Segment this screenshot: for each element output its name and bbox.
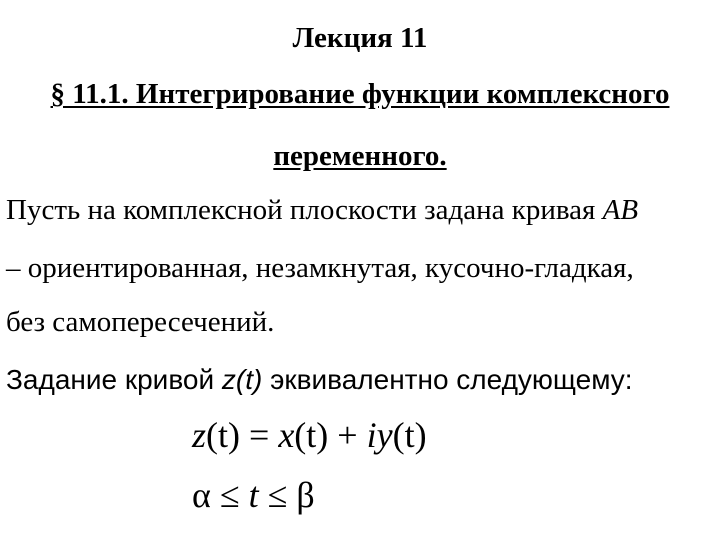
formula-parameter-range — [192, 474, 315, 516]
paragraph-line-2: – ориентированная, незамкнутая, кусочно-гладкая, — [6, 252, 634, 284]
formula-symbol: z — [192, 415, 207, 455]
formula-symbol: (t) — [206, 415, 240, 455]
paragraph-text: Задание кривой — [6, 364, 222, 395]
formula-symbol: β — [296, 475, 315, 515]
paragraph-text: Пусть на комплексной плоскости задана кривая — [6, 194, 603, 226]
formula-symbol: ≤ — [258, 475, 297, 515]
section-heading-line1: § 11.1. Интегрирование функции комплексного — [50, 78, 670, 110]
paragraph-line-1 — [6, 194, 638, 227]
formula-parametric-curve — [192, 414, 427, 456]
formula-symbol: ≤ — [210, 475, 249, 515]
lecture-title: Лекция 11 — [292, 22, 428, 54]
formula-symbol: i — [366, 415, 377, 455]
formula-symbol: = — [240, 415, 279, 455]
formula-symbol: (t) — [392, 415, 427, 455]
paragraph-line-4 — [6, 364, 633, 396]
curve-name: AB — [602, 194, 639, 226]
formula-symbol: t — [248, 475, 259, 515]
function-name: z(t) — [221, 364, 263, 395]
formula-symbol: + — [328, 415, 367, 455]
formula-symbol: α — [192, 475, 211, 515]
formula-symbol: y — [376, 415, 393, 455]
section-heading-line2: переменного. — [273, 140, 447, 172]
formula-symbol: x — [278, 415, 295, 455]
formula-symbol: (t) — [294, 415, 329, 455]
paragraph-text: эквивалентно следующему: — [262, 364, 633, 395]
paragraph-line-3: без самопересечений. — [6, 306, 275, 338]
